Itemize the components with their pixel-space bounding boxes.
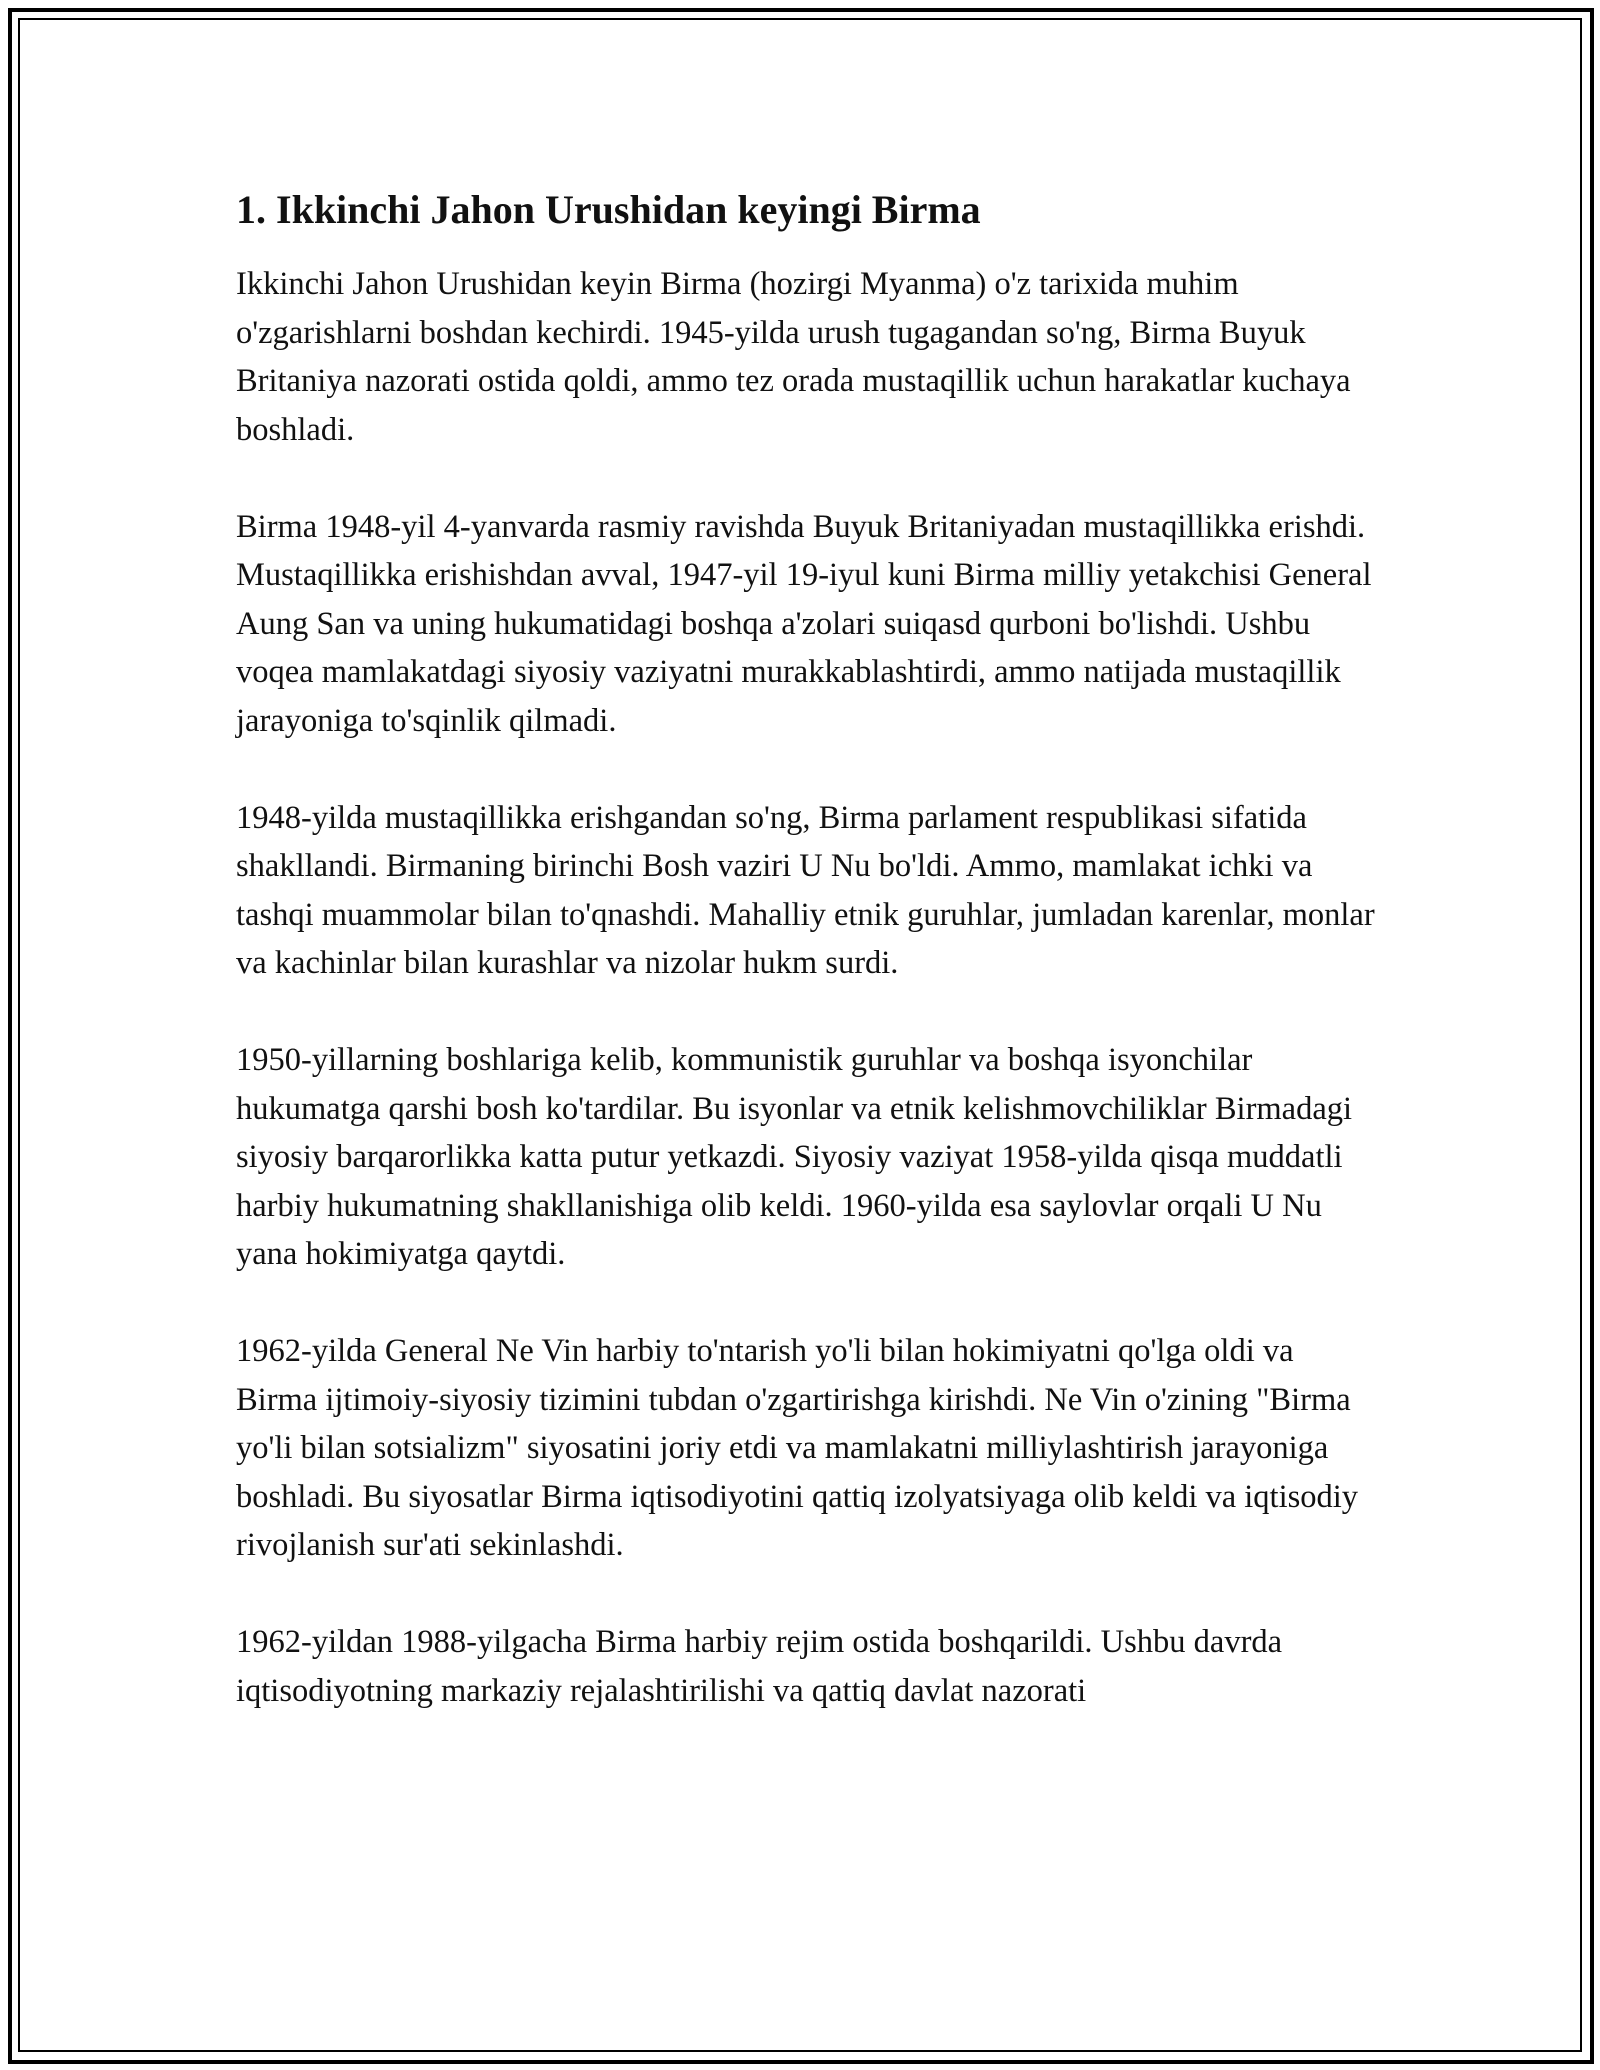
- paragraph: 1962-yildan 1988-yilgacha Birma harbiy rejim ostida boshqarildi. Ushbu davrda iqtisodiyotning markaziy rejalashtirilishi va qattiq davlat nazorati: [236, 1624, 1283, 1709]
- paragraph: Ikkinchi Jahon Urushidan keyin Birma (hozirgi Myanma) o'z tarixida muhim o'zgarishlarni boshdan kechirdi. 1945-yilda urush tugagandan so'ng, Birma Buyuk Britaniya nazorati ostida qoldi, ammo tez orada mustaqillik uchun harakatlar kuchaya boshladi.: [236, 266, 1351, 448]
- paragraph: 1950-yillarning boshlariga kelib, kommunistik guruhlar va boshqa isyonchilar hukumatga qarshi bosh ko'tardilar. Bu isyonlar va etnik kelishmovchiliklar Birmadagi siyosiy barqarorlikka katta putur yetkazdi. Siyosiy vaziyat 1958-yilda qisqa muddatli harbiy hukumatning shakllanishiga olib keldi. 1960-yilda esa saylovlar orqali U Nu yana hokimiyatga qaytdi.: [236, 1042, 1353, 1272]
- paragraph: 1948-yilda mustaqillikka erishgandan so'ng, Birma parlament respublikasi sifatida shakllandi. Birmaning birinchi Bosh vaziri U Nu bo'ldi. Ammo, mamlakat ichki va tashqi muammolar bilan to'qnashdi. Mahalliy etnik guruhlar, jumladan karenlar, monlar va kachinlar bilan kurashlar va nizolar hukm surdi.: [236, 799, 1375, 981]
- section-heading: 1. Ikkinchi Jahon Urushidan keyingi Birma: [236, 187, 981, 232]
- paragraph: Birma 1948-yil 4-yanvarda rasmiy ravishda Buyuk Britaniyadan mustaqillikka erishdi. Mustaqillikka erishishdan avval, 1947-yil 19-iyul kuni Birma milliy yetakchisi General Aung San va uning hukumatidagi boshqa a'zolari suiqasd qurboni bo'lishdi. Ushbu voqea mamlakatdagi siyosiy vaziyatni murakkablashtirdi, ammo natijada mustaqillik jarayoniga to'sqinlik qilmadi.: [236, 508, 1372, 739]
- document-page: [236, 186, 1376, 1764]
- paragraph: 1962-yilda General Ne Vin harbiy to'ntarish yo'li bilan hokimiyatni qo'lga oldi va Birma ijtimoiy-siyosiy tizimini tubdan o'zgartirishga kirishdi. Ne Vin o'zining "Birma yo'li bilan sotsializm" siyosatini joriy etdi va mamlakatni milliylashtirish jarayoniga boshladi. Bu siyosatlar Birma iqtisodiyotini qattiq izolyatsiyaga olib keldi va iqtisodiy rivojlanish sur'ati sekinlashdi.: [236, 1333, 1359, 1563]
